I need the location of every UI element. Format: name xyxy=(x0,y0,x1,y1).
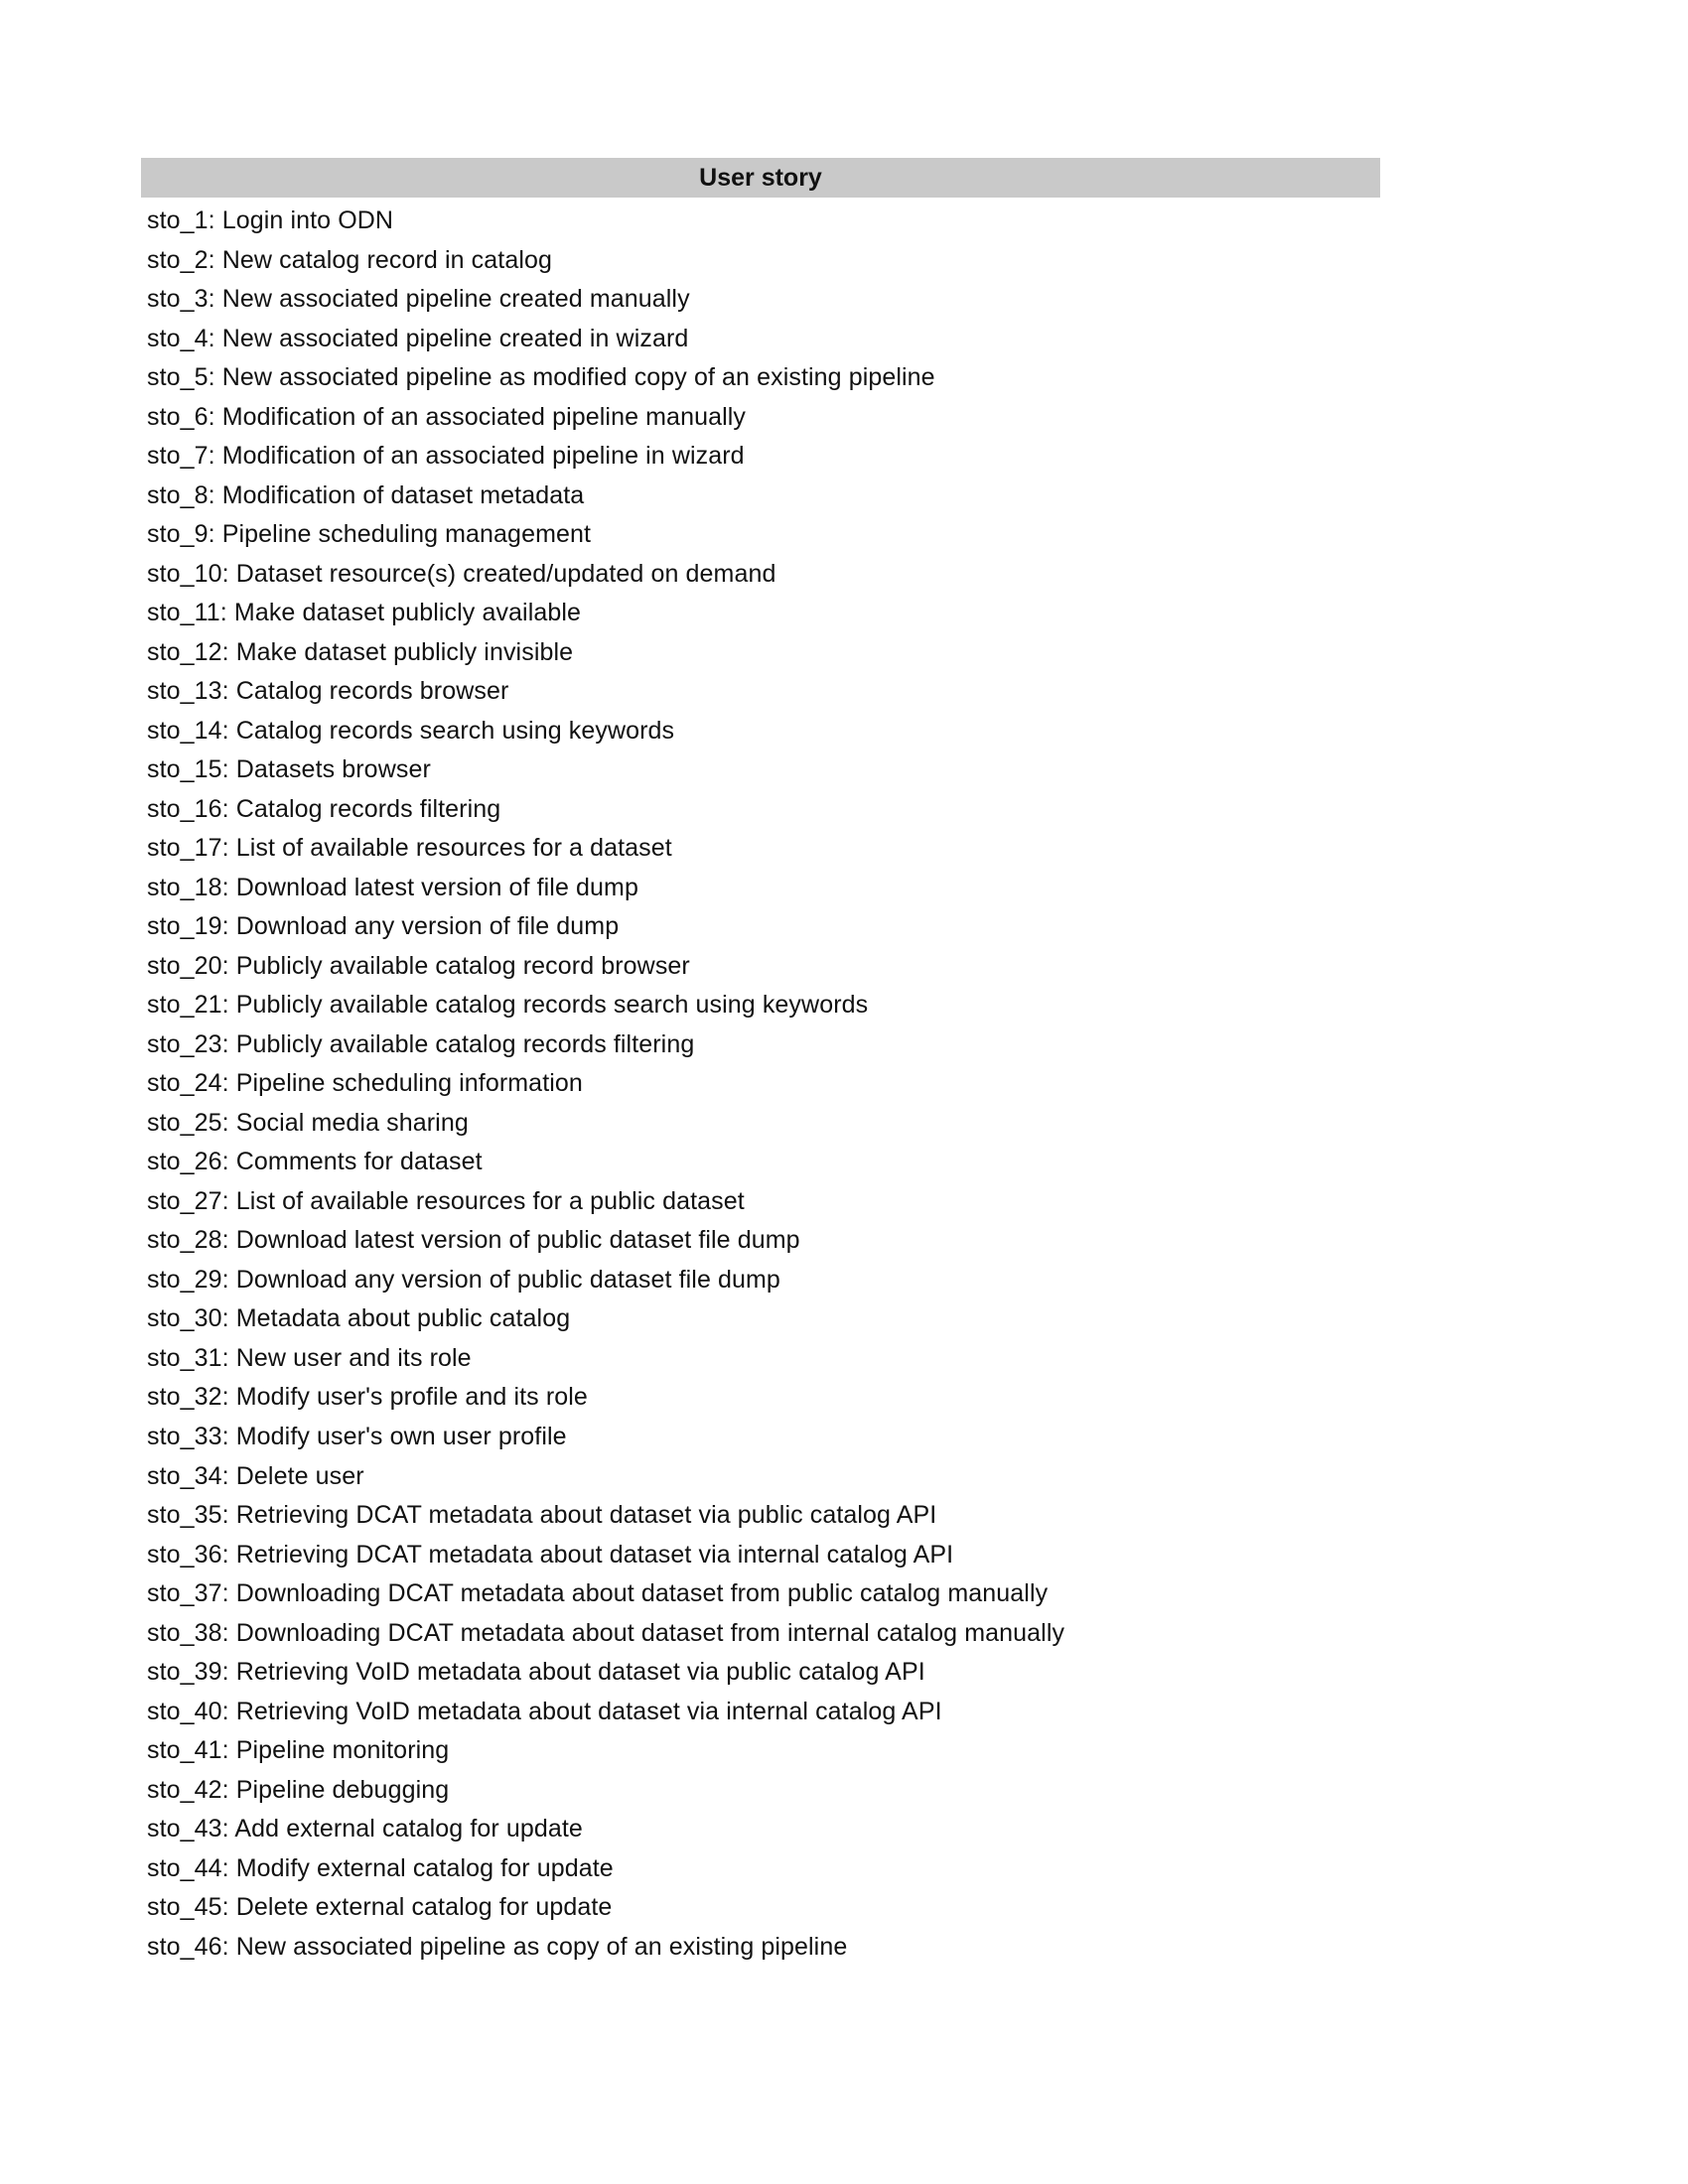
list-item: sto_32: Modify user's profile and its role xyxy=(147,1383,588,1412)
list-item: sto_10: Dataset resource(s) created/updated on demand xyxy=(147,559,776,588)
list-item: sto_2: New catalog record in catalog xyxy=(147,245,552,274)
list-item: sto_18: Download latest version of file dump xyxy=(147,873,638,901)
list-item: sto_30: Metadata about public catalog xyxy=(147,1304,571,1333)
list-item: sto_35: Retrieving DCAT metadata about dataset via public catalog API xyxy=(147,1501,937,1530)
list-item: sto_40: Retrieving VoID metadata about dataset via internal catalog API xyxy=(147,1697,942,1725)
list-item: sto_42: Pipeline debugging xyxy=(147,1775,450,1804)
list-item: sto_43: Add external catalog for update xyxy=(147,1815,583,1843)
list-item: sto_37: Downloading DCAT metadata about dataset from public catalog manually xyxy=(147,1579,1049,1608)
story-list xyxy=(141,198,1380,2006)
list-item: sto_15: Datasets browser xyxy=(147,755,431,784)
list-item: sto_13: Catalog records browser xyxy=(147,677,509,706)
list-item: sto_14: Catalog records search using keywords xyxy=(147,716,675,745)
list-item: sto_5: New associated pipeline as modified copy of an existing pipeline xyxy=(147,363,935,392)
list-item: sto_31: New user and its role xyxy=(147,1343,472,1372)
list-item: sto_36: Retrieving DCAT metadata about dataset via internal catalog API xyxy=(147,1540,954,1569)
list-item: sto_8: Modification of dataset metadata xyxy=(147,480,585,509)
list-item: sto_4: New associated pipeline created in wizard xyxy=(147,324,689,352)
list-item: sto_7: Modification of an associated pipeline in wizard xyxy=(147,442,745,471)
list-item: sto_34: Delete user xyxy=(147,1461,364,1490)
list-item: sto_6: Modification of an associated pipeline manually xyxy=(147,402,746,431)
list-item: sto_16: Catalog records filtering xyxy=(147,794,501,823)
list-item: sto_41: Pipeline monitoring xyxy=(147,1736,450,1765)
list-item: sto_12: Make dataset publicly invisible xyxy=(147,637,574,666)
list-item: sto_19: Download any version of file dump xyxy=(147,912,620,941)
header-label: User story xyxy=(699,163,822,192)
list-item: sto_45: Delete external catalog for update xyxy=(147,1893,613,1922)
list-item: sto_21: Publicly available catalog records search using keywords xyxy=(147,991,869,1020)
list-item xyxy=(147,1967,1380,2006)
list-item: sto_9: Pipeline scheduling management xyxy=(147,520,592,549)
list-item: sto_33: Modify user's own user profile xyxy=(147,1422,567,1450)
list-item: sto_1: Login into ODN xyxy=(147,206,394,234)
list-item: sto_29: Download any version of public dataset file dump xyxy=(147,1265,780,1294)
list-item: sto_28: Download latest version of public dataset file dump xyxy=(147,1226,800,1255)
list-item: sto_39: Retrieving VoID metadata about dataset via public catalog API xyxy=(147,1658,925,1687)
list-item: sto_20: Publicly available catalog record browser xyxy=(147,951,690,980)
list-item: sto_46: New associated pipeline as copy of an existing pipeline xyxy=(147,1932,848,1961)
list-item: sto_38: Downloading DCAT metadata about dataset from internal catalog manually xyxy=(147,1618,1065,1647)
list-item: sto_24: Pipeline scheduling information xyxy=(147,1069,583,1098)
table-header xyxy=(141,158,1380,198)
list-item: sto_11: Make dataset publicly available xyxy=(147,599,582,627)
list-item: sto_23: Publicly available catalog records filtering xyxy=(147,1029,695,1058)
list-item: sto_17: List of available resources for a dataset xyxy=(147,834,672,863)
list-item: sto_26: Comments for dataset xyxy=(147,1148,483,1176)
list-item: sto_44: Modify external catalog for update xyxy=(147,1853,614,1882)
list-item: sto_27: List of available resources for a public dataset xyxy=(147,1186,745,1215)
user-story-table xyxy=(141,158,1380,2006)
list-item: sto_25: Social media sharing xyxy=(147,1108,469,1137)
list-item: sto_3: New associated pipeline created manually xyxy=(147,285,690,314)
